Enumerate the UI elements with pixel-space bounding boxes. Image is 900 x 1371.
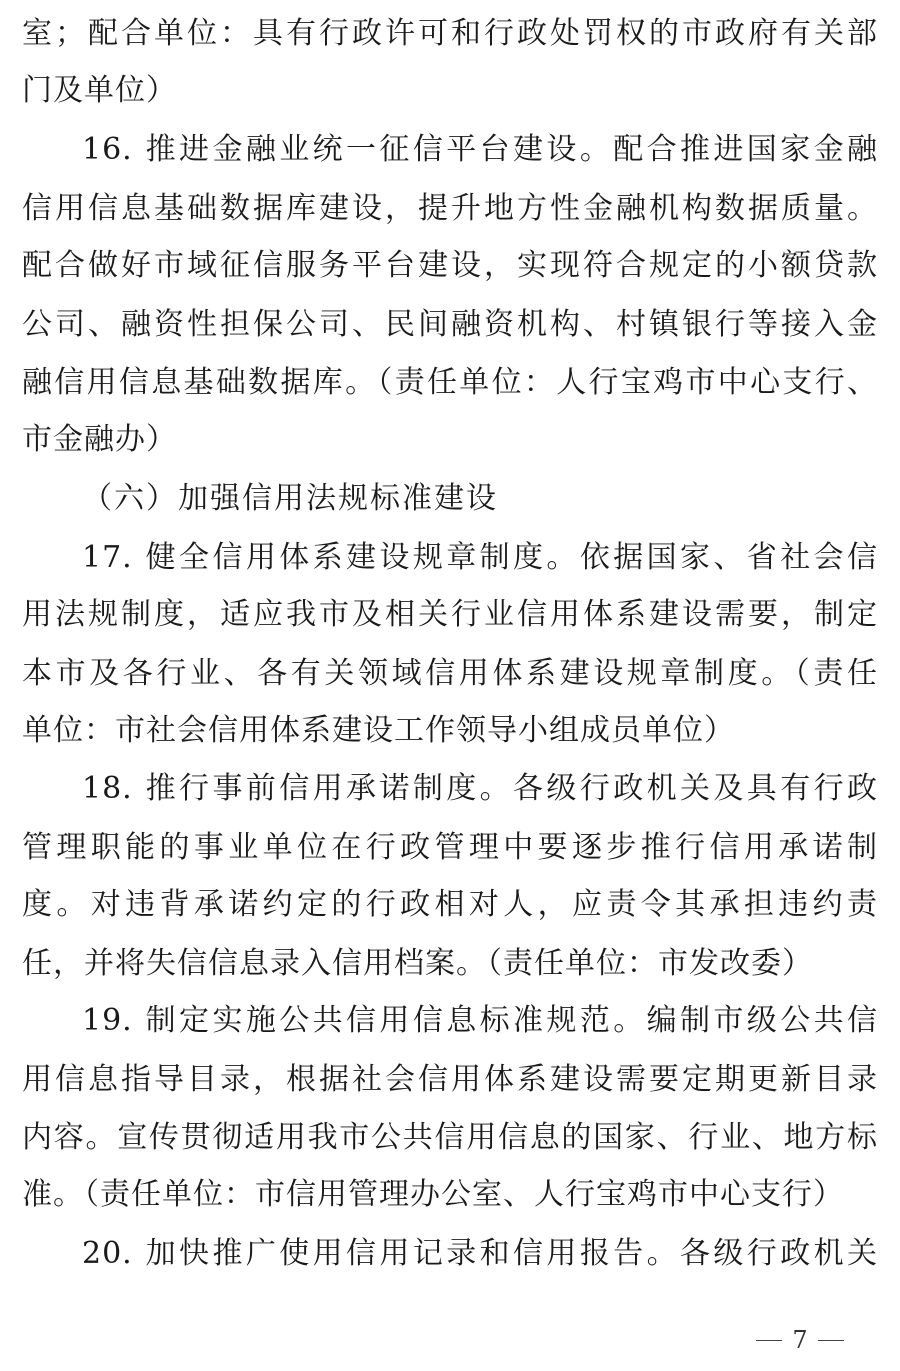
text-line: 市金融办） [22,422,177,457]
text-line: 室；配合单位：具有行政许可和行政处罚权的市政府有关部 [22,16,878,51]
page-footer [740,1320,860,1360]
footer-dash-left [756,1340,782,1341]
text-line: 单位：市社会信用体系建设工作领导小组成员单位） [22,713,735,748]
section-heading: （六）加强信用法规标准建设 [82,481,498,516]
paragraph-17-start: 17. 健全信用体系建设规章制度。依据国家、省社会信 [82,540,878,575]
text-line: 融信用信息基础数据库。（责任单位：人行宝鸡市中心支行、 [22,365,878,400]
text-line: 信用信息基础数据库建设，提升地方性金融机构数据质量。 [22,191,878,226]
text-line: 本市及各行业、各有关领域信用体系建设规章制度。（责任 [22,656,878,691]
text-line: 度。对违背承诺约定的行政相对人，应责令其承担违约责 [22,887,878,922]
text-line: 用法规制度，适应我市及相关行业信用体系建设需要，制定 [22,597,878,632]
page-number: 7 [792,1326,808,1354]
text-line: 准。（责任单位：市信用管理办公室、人行宝鸡市中心支行） [22,1177,844,1212]
paragraph-19-start: 19. 制定实施公共信用信息标准规范。编制市级公共信 [82,1003,878,1038]
text-line: 用信息指导目录，根据社会信用体系建设需要定期更新目录 [22,1062,878,1097]
paragraph-20-start: 20. 加快推广使用信用记录和信用报告。各级行政机关 [82,1236,878,1271]
text-line: 公司、融资性担保公司、民间融资机构、村镇银行等接入金 [22,307,878,342]
text-line: 内容。宣传贯彻适用我市公共信用信息的国家、行业、地方标 [22,1120,878,1155]
footer-dash-right [818,1340,844,1341]
paragraph-16-start: 16. 推进金融业统一征信平台建设。配合推进国家金融 [82,132,878,167]
text-line: 任，并将失信信息录入信用档案。（责任单位：市发改委） [22,946,813,981]
paragraph-18-start: 18. 推行事前信用承诺制度。各级行政机关及具有行政 [82,771,878,806]
text-line: 配合做好市域征信服务平台建设，实现符合规定的小额贷款 [22,248,878,283]
text-line: 门及单位） [22,73,177,108]
text-line: 管理职能的事业单位在行政管理中要逐步推行信用承诺制 [22,830,878,865]
